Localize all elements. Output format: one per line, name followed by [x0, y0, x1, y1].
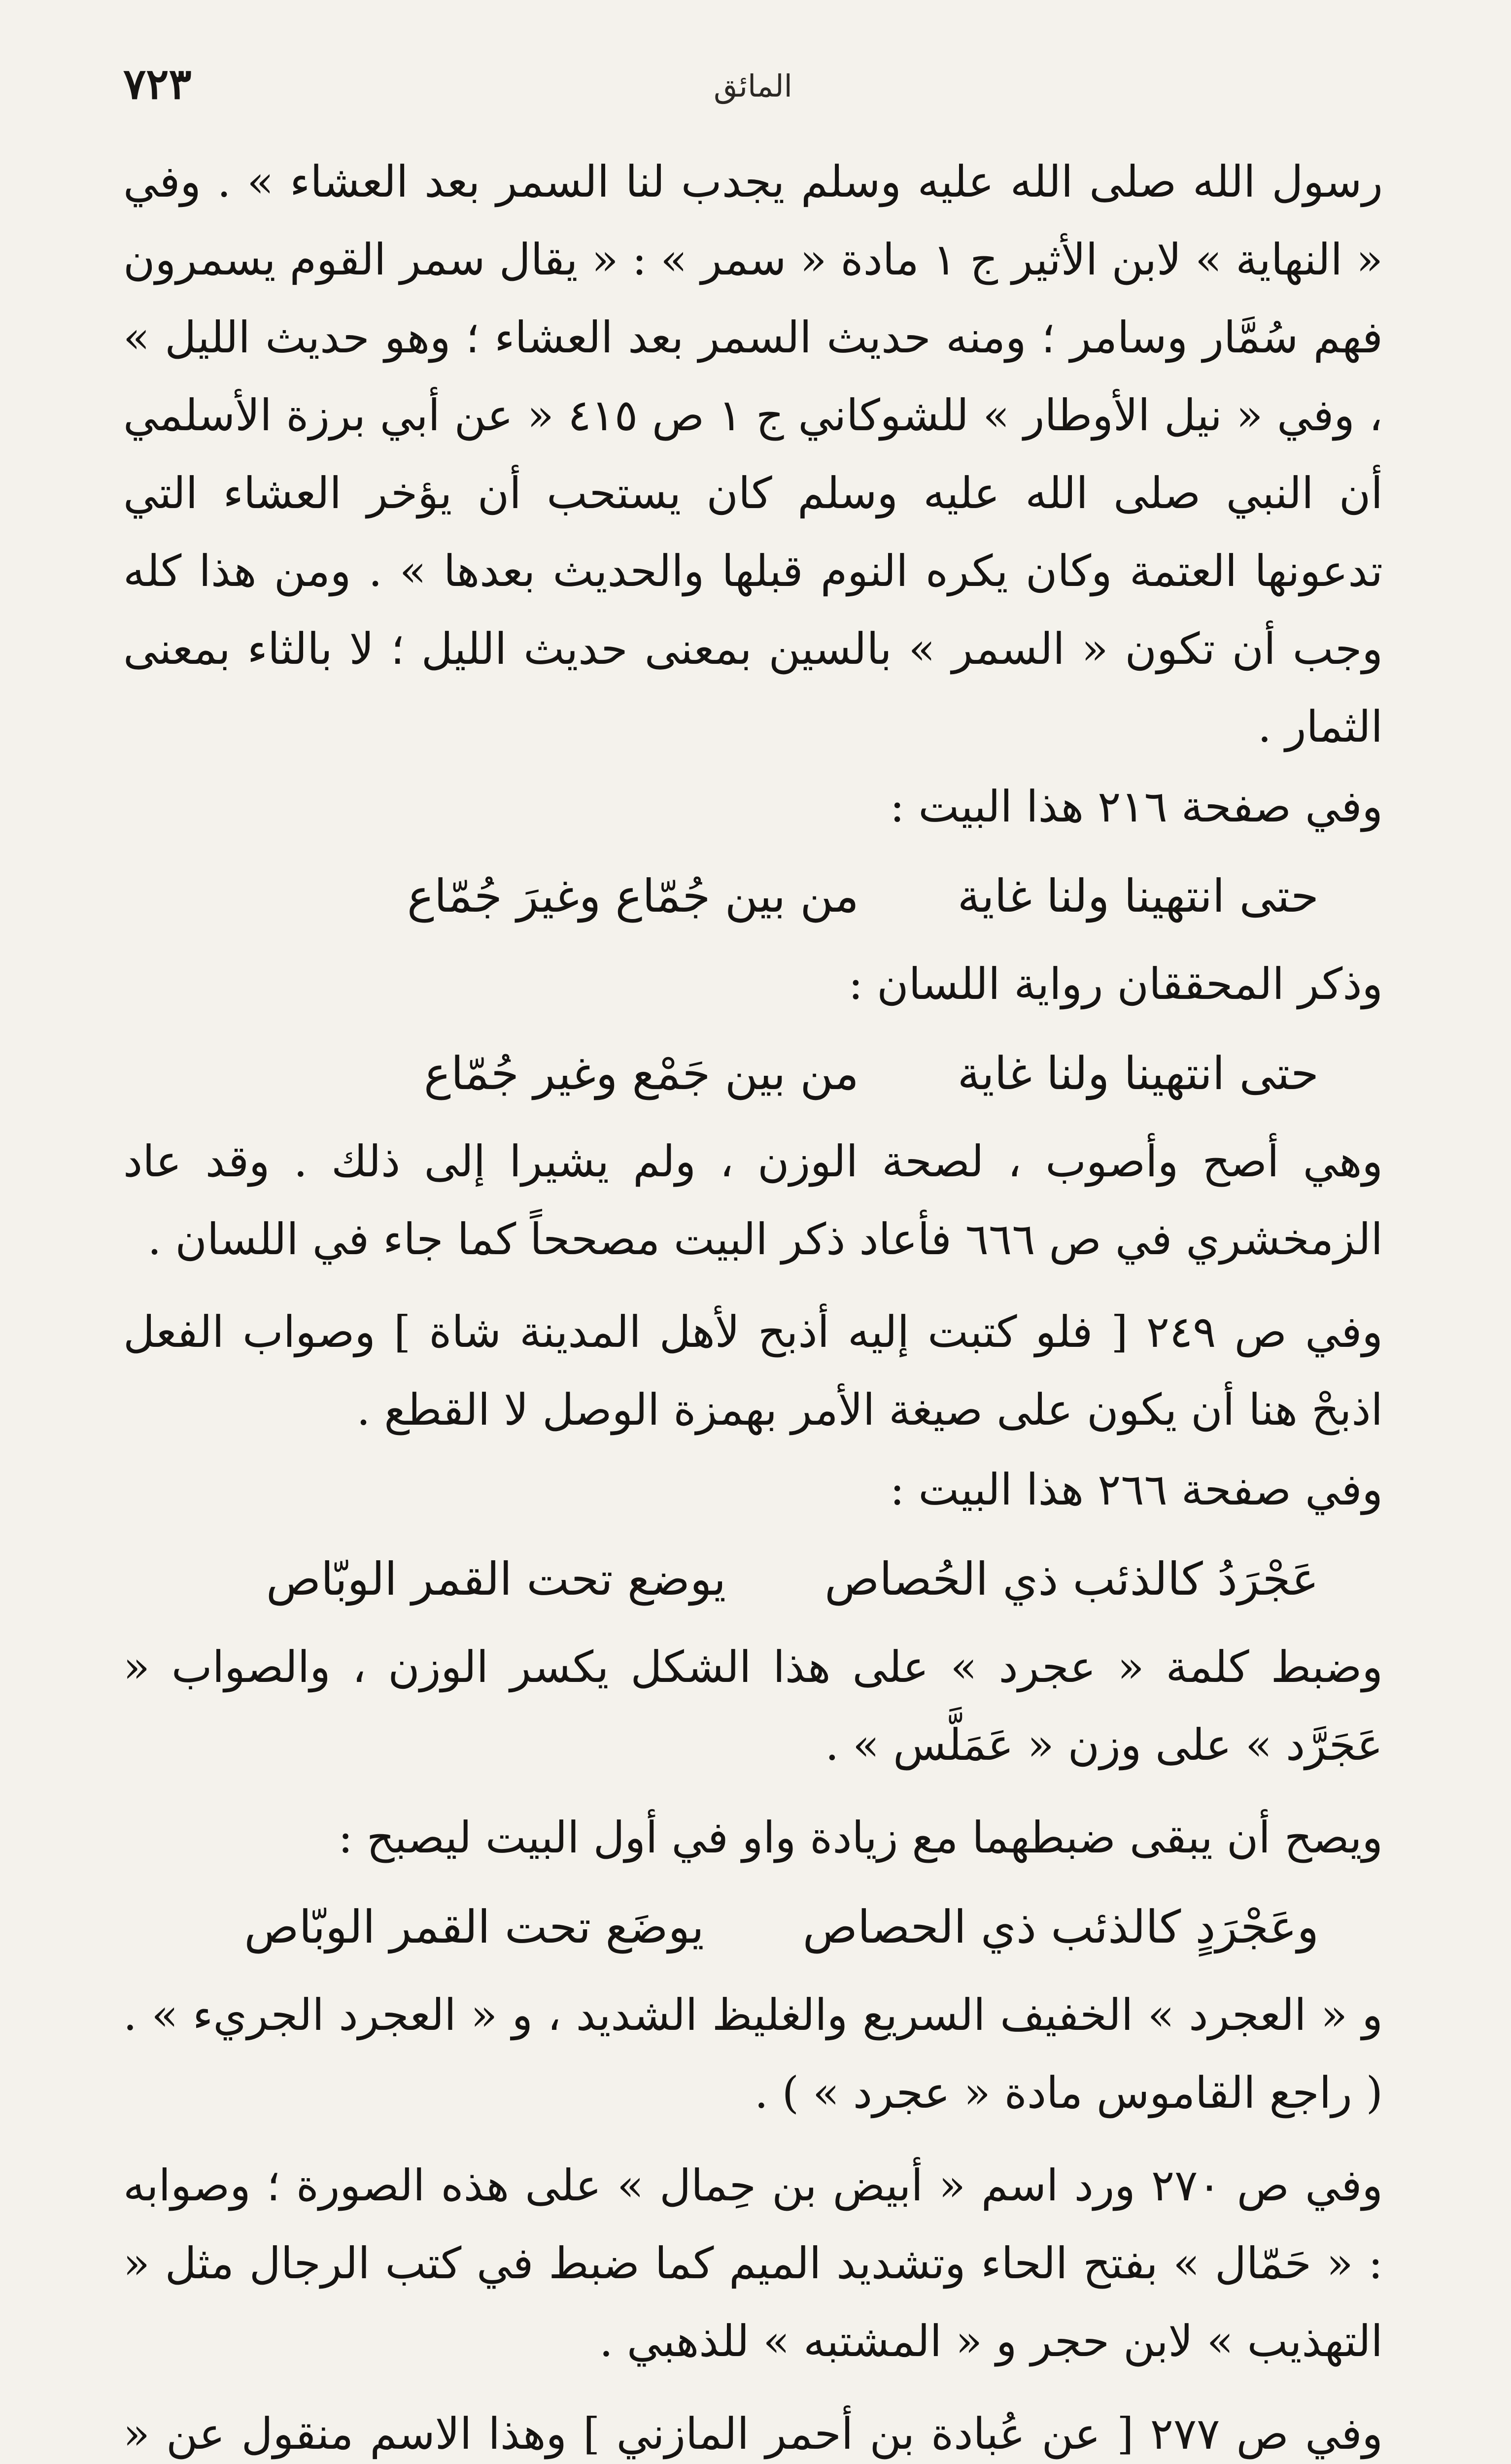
paragraph: وفي صفحة ٢١٦ هذا البيت :	[890, 781, 1383, 832]
verse-second-hemistich: من بين جُمّاع وغيرَ جُمّاع	[407, 870, 859, 923]
paragraph: وفي ص ٢٤٩ [ فلو كتبت إليه أذبح لأهل المدينة شاة ] وصواب الفعل اذبحْ هنا أن يكون على صيغة الأمر بهمزة الوصل لا القطع .	[123, 1306, 1383, 1435]
verse-second-hemistich: يوضَع تحت القمر الوبّاص	[244, 1901, 704, 1953]
running-title: المائق	[714, 68, 792, 104]
paragraph: وضبط كلمة « عجرد » على هذا الشكل يكسر الوزن ، والصواب « عَجَرَّد » على وزن « عَمَلَّس » .	[123, 1642, 1383, 1770]
paragraph: وفي صفحة ٢٦٦ هذا البيت :	[890, 1464, 1383, 1515]
paragraph: رسول الله صلى الله عليه وسلم يجدب لنا السمر بعد العشاء » . وفي « النهاية » لابن الأثير ج ١ مادة « سمر » : « يقال سمر القوم يسمرون فهم سُمَّار وسامر ؛ ومنه حديث السمر بعد العشاء ؛ وهو حديث الليل » ، وفي « نيل الأوطار » للشوكاني ج ١ ص ٤١٥ « عن أبي برزة الأسلمي أن النبي صلى الله عليه وسلم كان يستحب أن يؤخر العشاء التي تدعونها العتمة وكان يكره النوم قبلها والحديث بعدها » . ومن هذا كله وجب أن تكون « السمر » بالسين بمعنى حديث الليل ؛ لا بالثاء بمعنى الثمار .	[123, 156, 1383, 752]
body-text	[123, 143, 1383, 2464]
page-number: ٧٢٣	[123, 59, 192, 109]
page-header	[123, 59, 1383, 118]
paragraph: وهي أصح وأصوب ، لصحة الوزن ، ولم يشيرا إلى ذلك . وقد عاد الزمخشري في ص ٦٦٦ فأعاد ذكر البيت مصححاً كما جاء في اللسان .	[123, 1136, 1383, 1265]
verse-first-hemistich: وعَجْرَدٍ كالذئب ذي الحصاص	[802, 1901, 1319, 1953]
verse-line	[123, 1536, 1319, 1623]
paragraph: وذكر المحققان رواية اللسان :	[848, 958, 1383, 1009]
verse-line	[123, 853, 1319, 940]
verse-line	[123, 1030, 1319, 1118]
verse-first-hemistich: حتى انتهينا ولنا غاية	[957, 1047, 1319, 1100]
verse-first-hemistich: عَجْرَدُ كالذئب ذي الحُصاص	[824, 1553, 1319, 1606]
paragraph: و « العجرد » الخفيف السريع والغليظ الشديد ، و « العجرد الجريء » . ( راجع القاموس مادة « عجرد » ) .	[123, 1989, 1383, 2118]
verse-second-hemistich: من بين جَمْع وغير جُمّاع	[423, 1047, 859, 1100]
verse-first-hemistich: حتى انتهينا ولنا غاية	[957, 870, 1319, 923]
paragraph: وفي ص ٢٧٧ [ عن عُبادة بن أحمر المازني ] وهذا الاسم منقول عن «	[123, 2408, 1383, 2459]
paragraph: ويصح أن يبقى ضبطهما مع زيادة واو في أول البيت ليصبح :	[338, 1812, 1383, 1863]
verse-second-hemistich: يوضع تحت القمر الوبّاص	[266, 1553, 726, 1606]
paragraph: وفي ص ٢٧٠ ورد اسم « أبيض بن حِمال » على هذه الصورة ؛ وصوابه : « حَمّال » بفتح الحاء وتشديد الميم كما ضبط في كتب الرجال مثل « التهذيب » لابن حجر و « المشتبه » للذهبي .	[123, 2160, 1383, 2366]
verse-line	[123, 1883, 1319, 1971]
